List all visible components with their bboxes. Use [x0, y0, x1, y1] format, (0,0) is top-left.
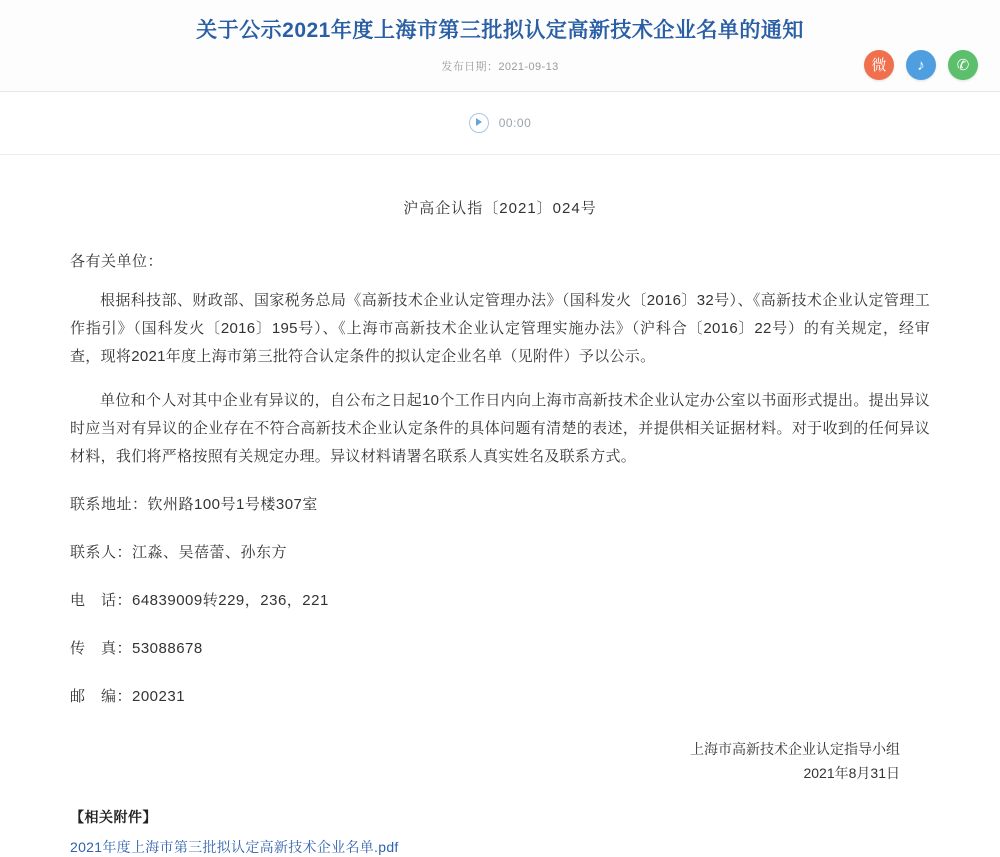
attachment-title: 【相关附件】: [70, 809, 157, 825]
bell-share-icon[interactable]: ♪: [906, 50, 936, 80]
publish-date: 发布日期：2021-09-13: [441, 61, 559, 73]
audio-time-label: 00:00: [498, 116, 532, 130]
document-body: [0, 197, 1000, 857]
page-header: [0, 0, 1000, 92]
signer-name: 上海市高新技术企业认定指导小组: [690, 741, 900, 757]
contact-postcode: 邮 编：200231: [70, 688, 186, 705]
signature-date: 2021年8月31日: [803, 765, 900, 781]
paragraph-2: 单位和个人对其中企业有异议的，自公布之日起10个工作日内向上海市高新技术企业认定办公室以书面形式提出。提出异议时应当对有异议的企业存在不符合高新技术企业认定条件的具体问题有清楚的表述，并提供相关证据材料。对于收到的任何异议材料，我们将严格按照有关规定办理。异议材料请署名联系人真实姓名及联系方式。: [70, 392, 930, 465]
signature-block: [70, 737, 930, 785]
contact-phone: 电 话：64839009转229，236，221: [70, 592, 329, 609]
audio-player-bar: [0, 92, 1000, 155]
paragraph-1: 根据科技部、财政部、国家税务总局《高新技术企业认定管理办法》（国科发火〔2016〕32号）、《高新技术企业认定管理工作指引》（国科发火〔2016〕195号）、《上海市高新技术企业认定管理实施办法》（沪科合〔2016〕22号）的有关规定，经审查，现将2021年度上海市第三批符合认定条件的拟认定企业名单（见附件）予以公示。: [70, 292, 930, 365]
page-title: 关于公示2021年度上海市第三批拟认定高新技术企业名单的通知: [196, 19, 804, 42]
attachment-link[interactable]: 2021年度上海市第三批拟认定高新技术企业名单.pdf: [70, 839, 399, 855]
attachment-block: [70, 807, 930, 857]
contact-fax: 传 真：53088678: [70, 640, 203, 657]
contact-address: 联系地址：钦州路100号1号楼307室: [70, 496, 318, 513]
weibo-share-icon[interactable]: 微: [864, 50, 894, 80]
share-button-group: [864, 50, 978, 80]
salutation: 各有关单位：: [70, 253, 164, 270]
wechat-share-icon[interactable]: ✆: [948, 50, 978, 80]
document-number: 沪高企认指〔2021〕024号: [403, 200, 597, 217]
contact-persons: 联系人：江淼、吴蓓蕾、孙东方: [70, 544, 288, 561]
play-icon[interactable]: [469, 113, 489, 133]
